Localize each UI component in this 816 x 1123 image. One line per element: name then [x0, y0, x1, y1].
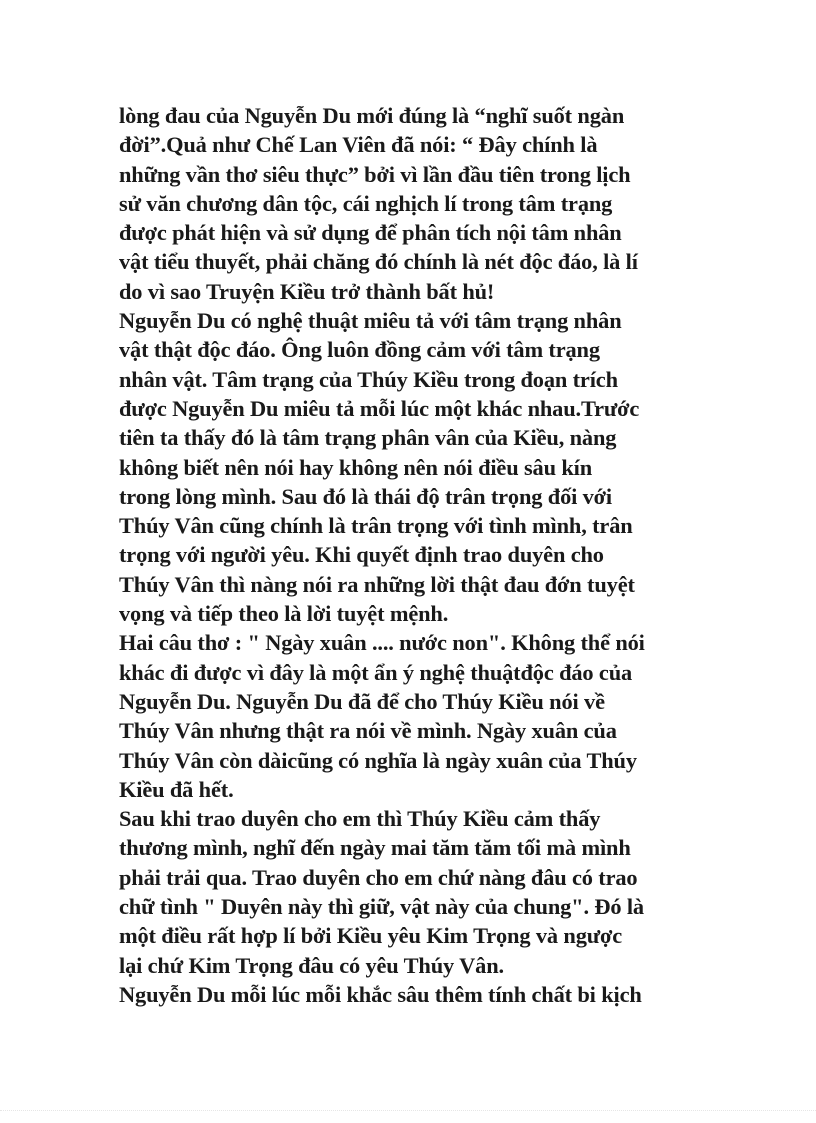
text-line: khác đi được vì đây là một ẩn ý nghệ thuậtđộc đáo của: [119, 659, 633, 685]
text-line: tiên ta thấy đó là tâm trạng phân vân của Kiều, nàng: [119, 425, 617, 451]
text-line: Kiều đã hết.: [119, 776, 234, 802]
document-text-body: [119, 101, 709, 1009]
text-line: trọng với người yêu. Khi quyết định trao duyên cho: [119, 542, 604, 568]
text-line: vật thật độc đáo. Ông luôn đồng cảm với tâm trạng: [119, 337, 600, 363]
text-line: Thúy Vân còn dàicũng có nghĩa là ngày xuân của Thúy: [119, 747, 637, 773]
text-line: Sau khi trao duyên cho em thì Thúy Kiều cảm thấy: [119, 806, 601, 832]
text-line: được phát hiện và sử dụng để phân tích nội tâm nhân: [119, 220, 622, 246]
text-line: không biết nên nói hay không nên nói điều sâu kín: [119, 454, 593, 480]
text-line: trong lòng mình. Sau đó là thái độ trân trọng đối với: [119, 483, 612, 509]
text-line: được Nguyễn Du miêu tả mỗi lúc một khác nhau.Trước: [119, 395, 640, 421]
text-line: thương mình, nghĩ đến ngày mai tăm tăm tối mà mình: [119, 835, 631, 861]
text-line: Hai câu thơ : " Ngày xuân .... nước non". Không thể nói: [119, 630, 645, 656]
text-line: nhân vật. Tâm trạng của Thúy Kiều trong đoạn trích: [119, 366, 618, 392]
text-line: chữ tình " Duyên này thì giữ, vật này của chung". Đó là: [119, 894, 644, 920]
text-line: một điều rất hợp lí bởi Kiều yêu Kim Trọng và ngược: [119, 923, 623, 949]
text-line: Nguyễn Du có nghệ thuật miêu tả với tâm trạng nhân: [119, 308, 622, 334]
text-line: lòng đau của Nguyễn Du mới đúng là “nghĩ suốt ngàn: [119, 103, 625, 128]
text-line: do vì sao Truyện Kiều trở thành bất hủ!: [119, 278, 495, 304]
text-line: Nguyễn Du mỗi lúc mỗi khắc sâu thêm tính chất bi kịch: [119, 981, 642, 1007]
text-line: Thúy Vân cũng chính là trân trọng với tình mình, trân: [119, 513, 633, 539]
text-line: Nguyễn Du. Nguyễn Du đã để cho Thúy Kiều nói về: [119, 688, 605, 714]
text-line: phải trải qua. Trao duyên cho em chứ nàng đâu có trao: [119, 864, 638, 890]
text-line: lại chứ Kim Trọng đâu có yêu Thúy Vân.: [119, 952, 504, 978]
text-line: đời”.Quả như Chế Lan Viên đã nói: “ Đây chính là: [119, 132, 598, 158]
text-line: vọng và tiếp theo là lời tuyệt mệnh.: [119, 601, 449, 627]
text-line: vật tiểu thuyết, phải chăng đó chính là nét độc đáo, là lí: [119, 249, 638, 275]
text-line: những vần thơ siêu thực” bởi vì lần đầu tiên trong lịch: [119, 161, 631, 187]
page-bottom-divider: [0, 1110, 816, 1111]
text-line: Thúy Vân thì nàng nói ra những lời thật đau đớn tuyệt: [119, 571, 635, 597]
text-line: sử văn chương dân tộc, cái nghịch lí trong tâm trạng: [119, 190, 613, 216]
text-line: Thúy Vân nhưng thật ra nói về mình. Ngày xuân của: [119, 718, 617, 744]
